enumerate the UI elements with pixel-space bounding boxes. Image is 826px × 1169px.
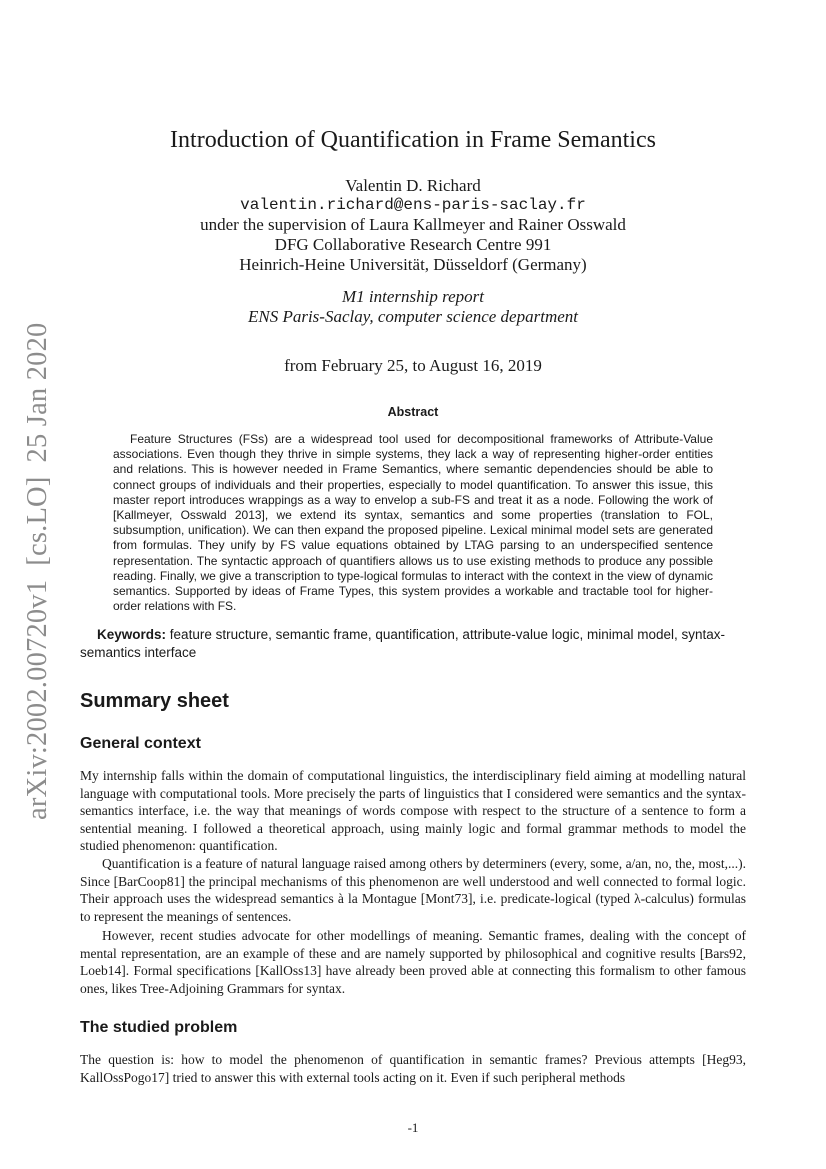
arxiv-identifier-stamp xyxy=(22,323,54,821)
research-centre: DFG Collaborative Research Centre 991 xyxy=(274,235,552,254)
abstract-heading: Abstract xyxy=(387,405,439,419)
supervision-line: under the supervision of Laura Kallmeyer and Rainer Osswald xyxy=(200,215,626,234)
author-email: valentin.richard@ens-paris-saclay.fr xyxy=(240,196,586,214)
report-type: M1 internship report xyxy=(342,287,484,306)
keywords-label: Keywords: xyxy=(97,627,167,642)
subsection-heading-general-context: General context xyxy=(80,735,201,752)
arxiv-date: 25 Jan 2020 xyxy=(22,322,53,463)
arxiv-category: [cs.LO] xyxy=(22,476,53,566)
section-heading-summary: Summary sheet xyxy=(80,690,229,712)
abstract-text: Feature Structures (FSs) are a widespread tool used for decompositional frameworks of Attribute-Value associations. Even though they thrive in simple systems, they lack a way of representing higher-order entities and relations. This is however needed in Frame Semantics, where semantic dependencies should be able to connect groups of individuals and their properties, especially to model quantification. To answer this issue, this master report introduces wrappings as a way to envelop a sub-FS and treat it as a node. Following the work of [Kallmeyer, Osswald 2013], we extend its syntax, semantics and some properties (translation to FOL, subsumption, unification). We can then expand the proposed pipeline. Lexical minimal model sets are generated from formulas. They unify by FS value equations obtained by LTAG parsing to an underspecified sentence representation. The syntactic approach of quantifiers allows us to use existing methods to produce any possible reading. Finally, we give a transcription to type-logical formulas to interact with the context in the view of dynamic semantics. Supported by ideas of Frame Types, this system provides a workable and tractable tool for higher-order relations with FS. xyxy=(113,432,713,614)
paper-title: Introduction of Quantification in Frame Semantics xyxy=(170,127,656,153)
general-context-paragraph-3: However, recent studies advocate for other modellings of meaning. Semantic frames, dealing with the concept of mental representation, are an example of these and are namely supported by philosophical and cognitive results [Bars92, Loeb14]. Formal specifications [KallOss13] have already been proved able at connecting this formalism to other famous ones, likes Tree-Adjoining Grammars for syntax. xyxy=(80,928,746,996)
university-line: Heinrich-Heine Universität, Düsseldorf (Germany) xyxy=(239,255,587,274)
studied-problem-paragraph-1: The question is: how to model the phenomenon of quantification in semantic frames? Previous attempts [Heg93, KallOssPogo17] tried to answer this with external tools acting on it. Even if such peripheral methods xyxy=(80,1052,746,1085)
page-number: -1 xyxy=(407,1120,419,1135)
author-name: Valentin D. Richard xyxy=(345,176,481,195)
arxiv-id: arXiv:2002.00720v1 xyxy=(22,579,53,820)
keywords-paragraph xyxy=(80,626,746,662)
keywords-text: feature structure, semantic frame, quantification, attribute-value logic, minimal model, syntax-semantics interface xyxy=(80,627,726,660)
department-line: ENS Paris-Saclay, computer science department xyxy=(247,307,578,326)
subsection-heading-studied-problem: The studied problem xyxy=(80,1019,238,1036)
general-context-paragraph-1: My internship falls within the domain of computational linguistics, the interdisciplinary field aiming at modelling natural language with computational tools. More precisely the parts of linguistics that I considered were semantics and the syntax-semantics interface, i.e. the way that meanings of words compose with respect to the structure of a sentence to form a sentential meaning. I followed a theoretical approach, using mainly logic and formal grammar methods to model the studied phenomenon: quantification. xyxy=(80,768,746,854)
general-context-paragraph-2: Quantification is a feature of natural language raised among others by determiners (every, some, a/an, no, the, most,...). Since [BarCoop81] the principal mechanisms of this phenomenon are well understood and well connected to formal logic. Their approach uses the widespread semantics à la Montague [Mont73], i.e. predicate-logical (typed λ-calculus) formulas to represent the meanings of sentences. xyxy=(80,856,746,924)
internship-dates: from February 25, to August 16, 2019 xyxy=(284,356,542,375)
